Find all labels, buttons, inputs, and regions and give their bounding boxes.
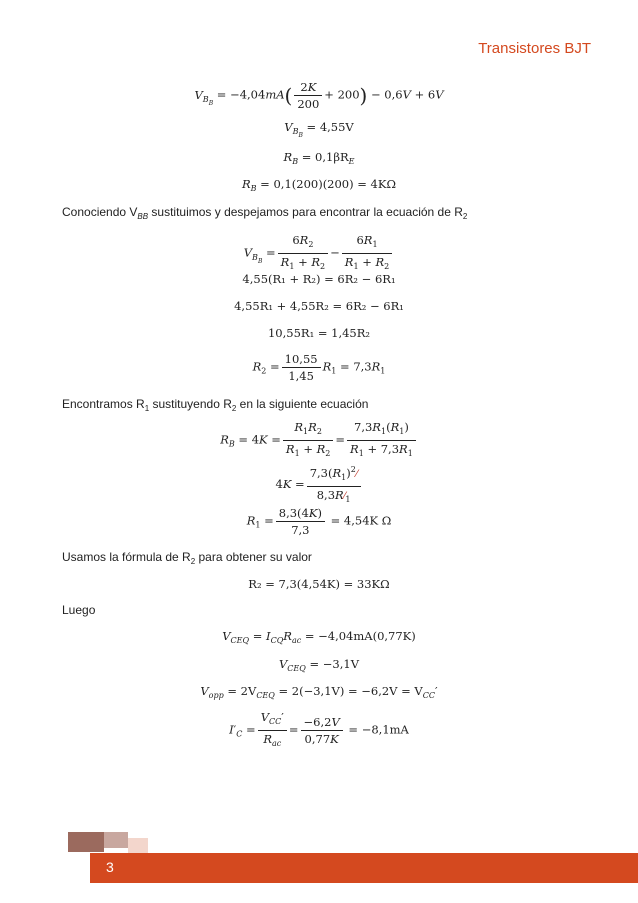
equation-vbb-divider: $V_{B_B}$ = $\frac{6R_2}{R_1 + R_2}$ − $\frac{6R_1}{R_1 + R_2}$ — [0, 233, 638, 274]
footer-decor-square — [128, 838, 148, 853]
equation-ic-prime: $I'_C$ = $\frac{V_{CC}'}{R_{ac}}$ = $\frac{-6,2V}{0,77K}$ = −8,1mA — [229, 710, 409, 748]
equation-vopp: $V_{opp} = 2V_{CEQ} = 2(-3,1V) = -6,2V = V_{CC}'$ — [200, 684, 438, 700]
equation-vceq: $V_{CEQ} = I_{CQ}R_{ac} = -4,04mA(0,77K)$ — [222, 629, 416, 645]
equation-r2-ratio: $R_2$ = $\frac{10,55}{1,45}$ $R_1 = 7,3R_1$ — [252, 352, 386, 383]
equation-rb-formula: $R_B = 0,1\beta R_E$ — [283, 150, 355, 166]
equation-vbb-value: $V_{B_B} = 4,55V$ — [284, 120, 354, 139]
equation-step-1: 4,55(R₁ + R₂) = 6R₂ − 6R₁ — [242, 272, 396, 286]
equation-r2-value: R₂ = 7,3(4,54K) = 33KΩ — [248, 577, 390, 591]
page-number: 3 — [106, 859, 114, 875]
equation-r1-value: $R_1$ = $\frac{8,3(4K)}{7,3}$ = 4,54K Ω — [246, 506, 392, 537]
footer-bar — [148, 853, 638, 883]
equation-4k-simplified: 4K = $\frac{7,3(R_1)^2⁄}{8,3R⁄_1}$ — [0, 463, 638, 507]
equation-vceq-value: $V_{CEQ} = -3,1V$ — [278, 657, 360, 673]
footer-decor-square — [104, 832, 128, 848]
strike-mark-icon: ⁄ — [343, 491, 346, 502]
strike-mark-icon: ⁄ — [355, 469, 358, 480]
page-number-box — [90, 853, 148, 883]
document-header-title: Transistores BJT — [478, 40, 591, 57]
paragraph-encontramos: Encontramos $R_1$ sustituyendo $R_2$ en la siguiente ecuación — [62, 397, 369, 413]
equation-rb-parallel: $R_B = 4K$ = $\frac{R_1R_2}{R_1 + R_2}$ = $\frac{7,3R_1(R_1)}{R_1 + 7,3R_1}$ — [0, 420, 638, 461]
equation-rb-value: $R_B = 0,1(200)(200) = 4K\Omega$ — [241, 177, 397, 193]
paragraph-luego: Luego — [62, 603, 96, 617]
paragraph-conociendo: Conociendo $V_{BB}$ sustituimos y despejamos para encontrar la ecuación de $R_2$ — [62, 205, 468, 221]
equation-step-3: 10,55R₁ = 1,45R₂ — [267, 326, 370, 340]
equation-vbb-initial: $V_{B_B} = -4,04mA$( $\frac{2K}{200}$ + 200) − 0,6V + 6V — [194, 80, 444, 111]
footer-decor-square — [68, 832, 104, 852]
paragraph-usamos: Usamos la fórmula de $R_2$ para obtener su valor — [62, 550, 312, 566]
equation-step-2: 4,55R₁ + 4,55R₂ = 6R₂ − 6R₁ — [234, 299, 404, 313]
